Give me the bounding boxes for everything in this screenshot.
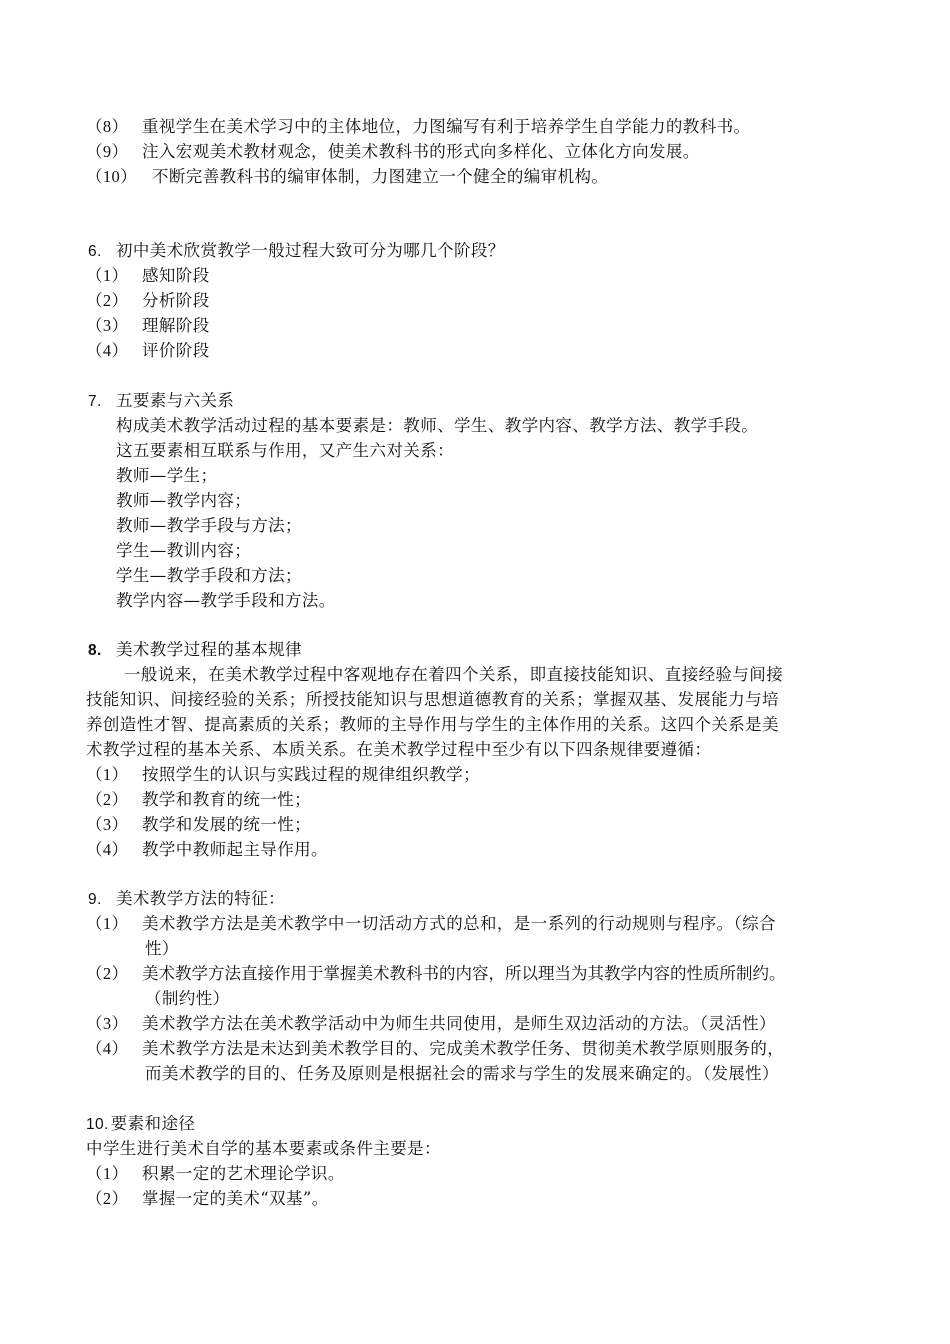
question-number: 10. xyxy=(86,1116,109,1133)
list-item xyxy=(86,313,210,338)
item-continuation: （制约性） xyxy=(145,989,230,1008)
item-text: 分析阶段 xyxy=(142,291,210,310)
list-item xyxy=(86,139,700,164)
item-marker: （4） xyxy=(86,341,129,360)
list-item xyxy=(86,1186,329,1211)
item-text: 教学和发展的统一性； xyxy=(142,815,311,834)
item-marker: （1） xyxy=(86,266,129,285)
text-line: 教师—教学手段与方法； xyxy=(116,516,302,535)
question-title: 美术教学过程的基本规律 xyxy=(116,640,302,659)
item-text: 美术教学方法在美术教学活动中为师生共同使用，是师生双边活动的方法。（灵活性） xyxy=(142,1014,776,1033)
item-text: 重视学生在美术学习中的主体地位，力图编写有利于培养学生自学能力的教科书。 xyxy=(142,117,751,136)
question-6-heading xyxy=(88,238,505,264)
item-text: 不断完善教科书的编审体制，力图建立一个健全的编审机构。 xyxy=(152,167,609,186)
text-line: 这五要素相互联系与作用，又产生六对关系： xyxy=(116,441,454,460)
item-marker: （4） xyxy=(86,840,129,859)
question-title: 初中美术欣赏教学一般过程大致可分为哪几个阶段？ xyxy=(116,241,505,260)
list-item xyxy=(86,288,210,313)
question-10-heading xyxy=(86,1111,195,1137)
question-9-heading xyxy=(88,886,285,912)
paragraph-line: 技能知识、间接经验的关系；所授技能知识与思想道德教育的关系；掌握双基、发展能力与培 xyxy=(86,690,779,709)
item-text: 教学中教师起主导作用。 xyxy=(142,840,328,859)
question-number: 9. xyxy=(88,891,102,908)
list-item xyxy=(86,961,786,986)
item-marker: （1） xyxy=(86,765,129,784)
list-item xyxy=(86,787,311,812)
item-marker: （2） xyxy=(86,1189,129,1208)
item-marker: （8） xyxy=(86,117,129,136)
text-line: 教师—学生； xyxy=(116,466,218,485)
item-marker: （10） xyxy=(86,167,138,186)
paragraph-line: 术教学过程的基本关系、本质关系。在美术教学过程中至少有以下四条规律要遵循： xyxy=(86,740,712,759)
paragraph-line: 养创造性才智、提高素质的关系；教师的主导作用与学生的主体作用的关系。这四个关系是美 xyxy=(86,715,779,734)
item-marker: （2） xyxy=(86,964,129,983)
item-text: 感知阶段 xyxy=(142,266,210,285)
list-item xyxy=(86,812,311,837)
list-item xyxy=(86,1011,776,1036)
list-item xyxy=(86,263,210,288)
list-item xyxy=(86,1161,345,1186)
item-continuation: 性） xyxy=(145,939,179,958)
item-text: 美术教学方法是未达到美术教学目的、完成美术教学任务、贯彻美术教学原则服务的， xyxy=(142,1039,785,1058)
list-item xyxy=(86,114,750,139)
item-marker: （1） xyxy=(86,914,129,933)
item-marker: （3） xyxy=(86,316,129,335)
text-line: 学生—教学手段和方法； xyxy=(116,566,302,585)
item-text: 掌握一定的美术“双基”。 xyxy=(142,1189,329,1208)
item-text: 注入宏观美术教材观念，使美术教科书的形式向多样化、立体化方向发展。 xyxy=(142,142,700,161)
item-marker: （9） xyxy=(86,142,129,161)
item-text: 按照学生的认识与实践过程的规律组织教学； xyxy=(142,765,480,784)
list-item xyxy=(86,1036,784,1061)
text-line: 构成美术教学活动过程的基本要素是：教师、学生、教学内容、教学方法、教学手段。 xyxy=(116,416,759,435)
question-8-heading xyxy=(88,637,302,663)
item-continuation: 而美术教学的目的、任务及原则是根据社会的需求与学生的发展来确定的。（发展性） xyxy=(145,1064,779,1083)
question-number: 8. xyxy=(88,642,102,659)
text-line: 教师—教学内容； xyxy=(116,491,252,510)
list-item xyxy=(86,762,480,787)
item-marker: （3） xyxy=(86,815,129,834)
text-line: 中学生进行美术自学的基本要素或条件主要是： xyxy=(86,1139,441,1158)
item-marker: （2） xyxy=(86,291,129,310)
item-text: 教学和教育的统一性； xyxy=(142,790,311,809)
item-text: 美术教学方法是美术教学中一切活动方式的总和，是一系列的行动规则与程序。（综合 xyxy=(142,914,776,933)
item-marker: （3） xyxy=(86,1014,129,1033)
list-item xyxy=(86,911,776,936)
list-item xyxy=(86,338,210,363)
item-marker: （2） xyxy=(86,790,129,809)
question-title: 五要素与六关系 xyxy=(116,391,235,410)
item-marker: （1） xyxy=(86,1164,129,1183)
item-text: 积累一定的艺术理论学识。 xyxy=(142,1164,345,1183)
item-marker: （4） xyxy=(86,1039,129,1058)
list-item xyxy=(86,837,328,862)
text-line: 学生—教训内容； xyxy=(116,541,252,560)
item-text: 美术教学方法直接作用于掌握美术教科书的内容，所以理当为其教学内容的性质所制约。 xyxy=(142,964,786,983)
question-number: 7. xyxy=(88,393,102,410)
item-text: 理解阶段 xyxy=(142,316,210,335)
question-7-heading xyxy=(88,388,234,414)
question-title: 要素和途径 xyxy=(110,1114,196,1133)
question-title: 美术教学方法的特征： xyxy=(116,889,285,908)
paragraph-line: 一般说来，在美术教学过程中客观地存在着四个关系，即直接技能知识、直接经验与间接 xyxy=(124,665,784,684)
item-text: 评价阶段 xyxy=(142,341,210,360)
question-number: 6. xyxy=(88,243,102,260)
text-line: 教学内容—教学手段和方法。 xyxy=(116,591,336,610)
list-item xyxy=(86,164,608,189)
